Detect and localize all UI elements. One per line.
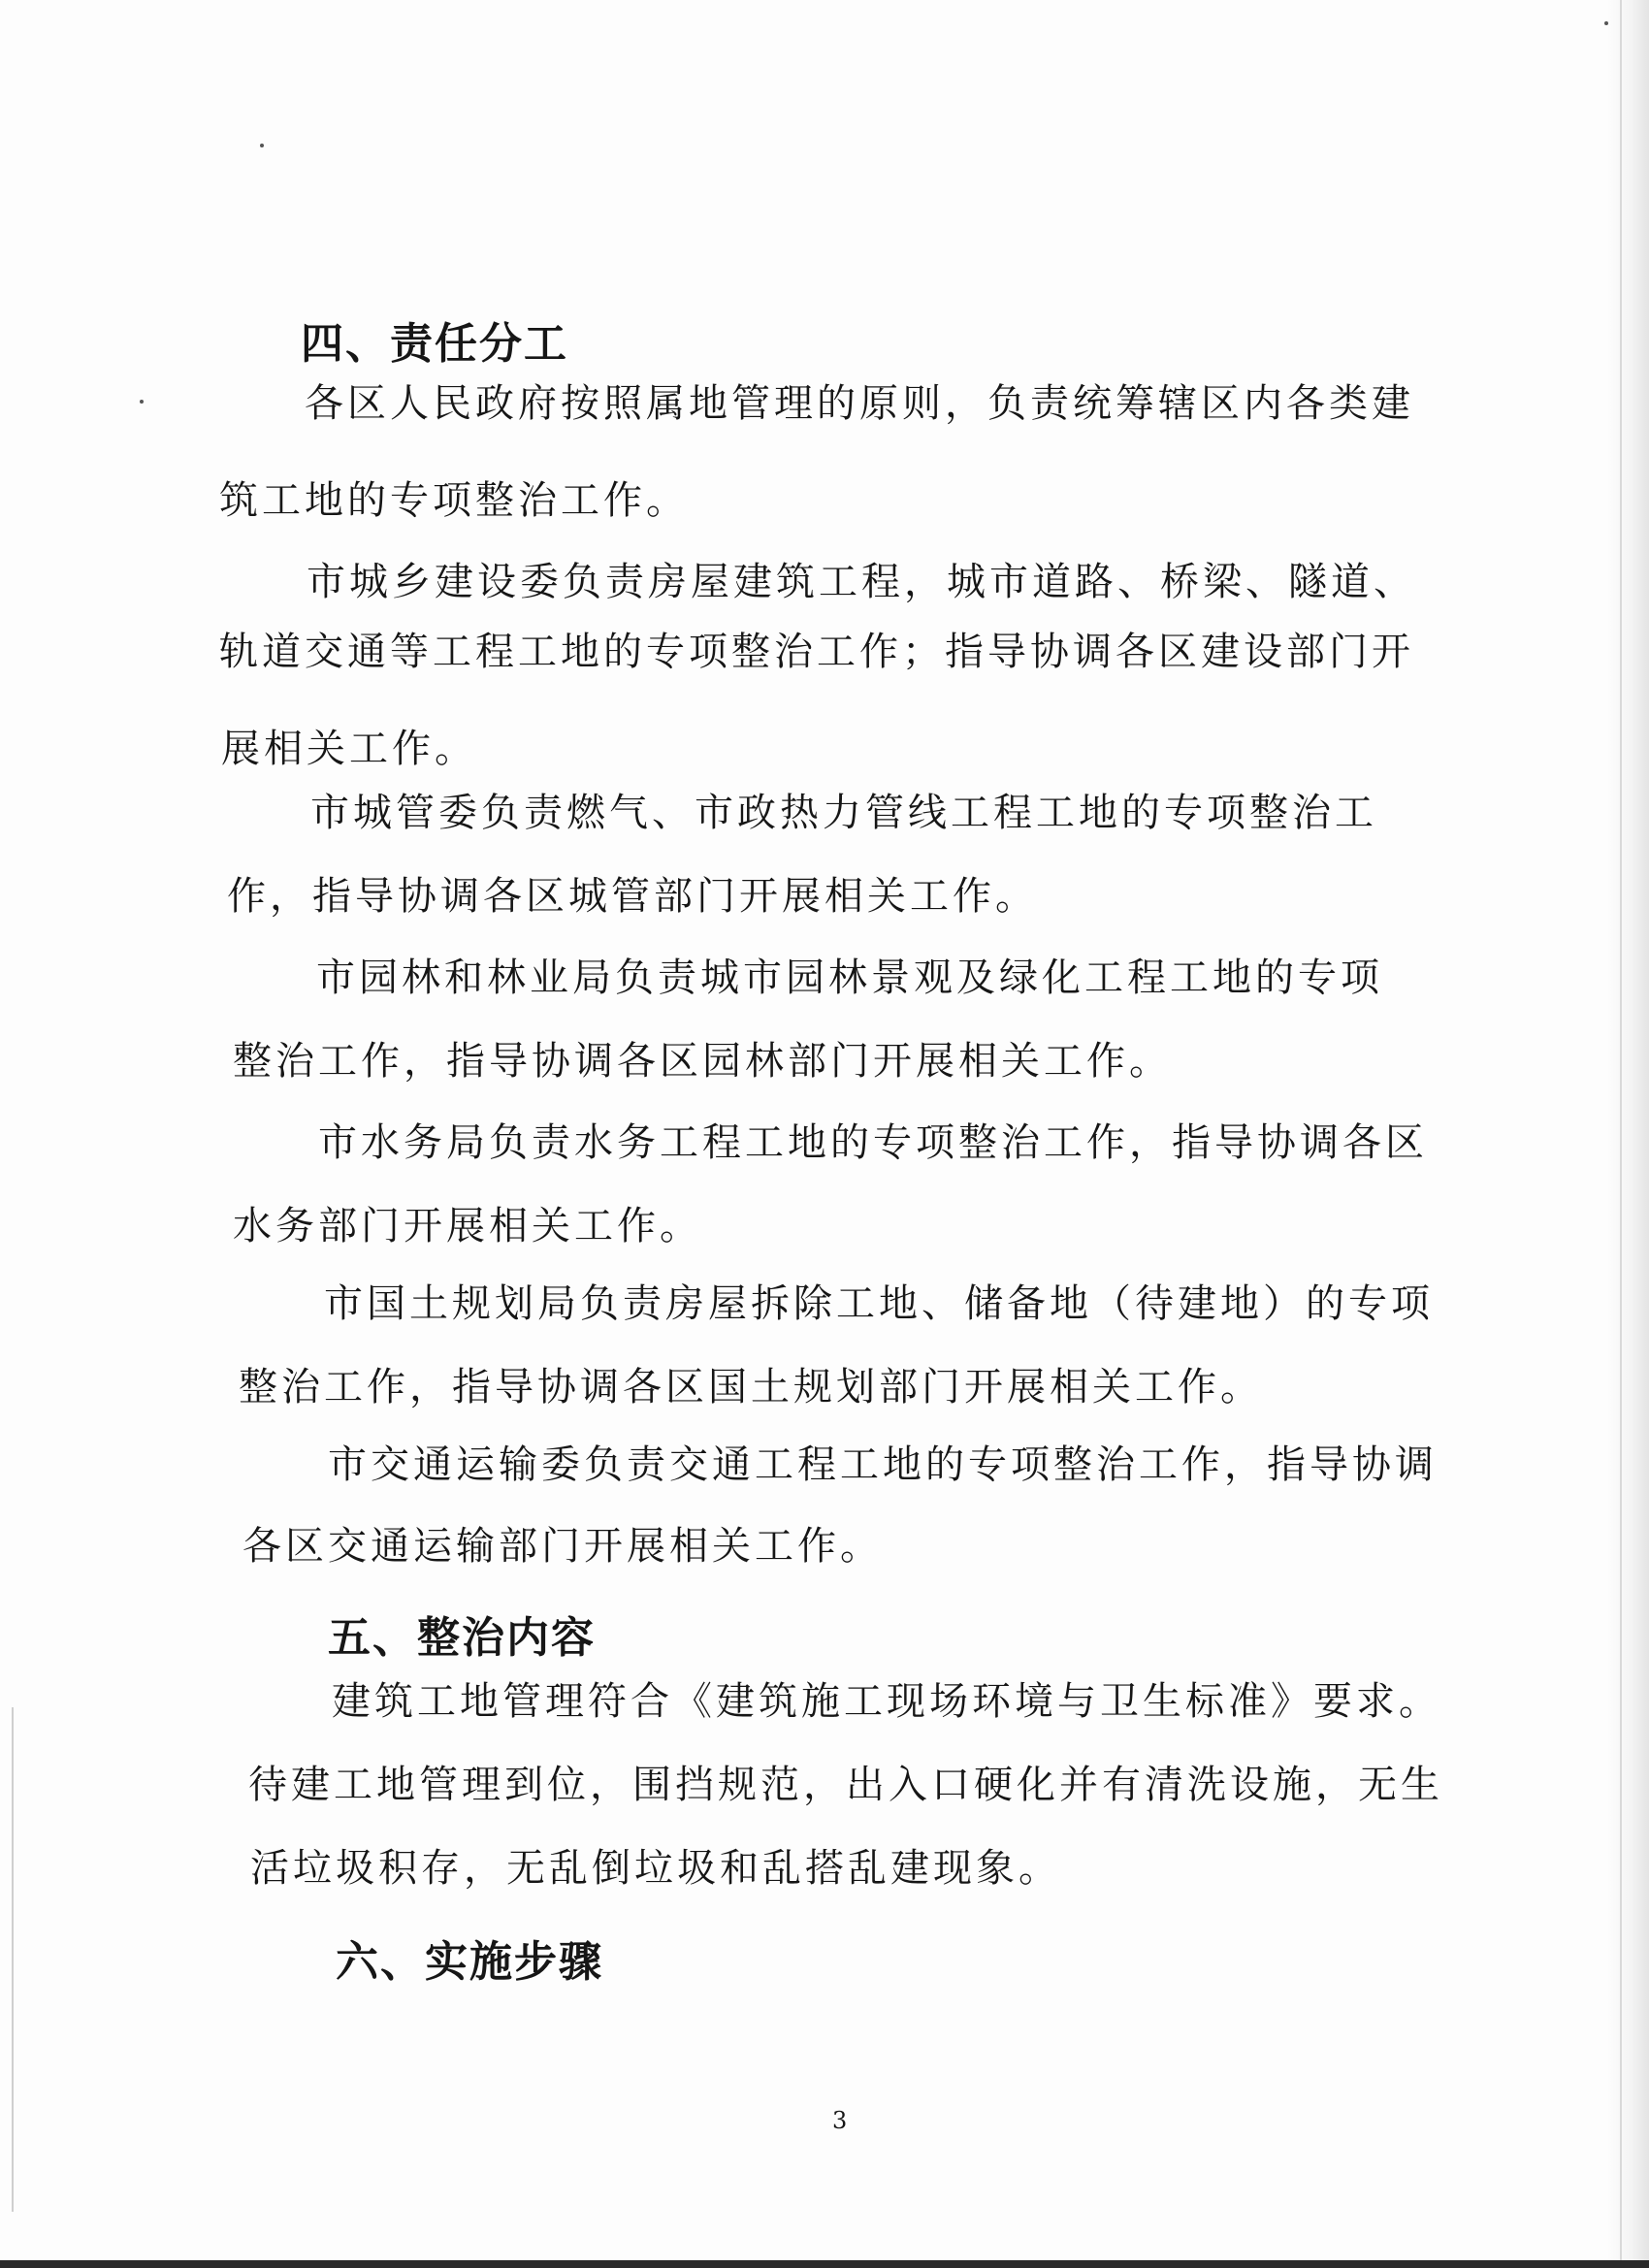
scan-edge-shadow (1606, 0, 1649, 2268)
paragraph-line: 市国土规划局负责房屋拆除工地、储备地（待建地）的专项 (324, 1281, 1434, 1326)
paragraph-line: 活垃圾积存，无乱倒垃圾和乱搭乱建现象。 (250, 1846, 1061, 1891)
section-heading-responsibilities: 四、责任分工 (301, 319, 568, 369)
section-heading-implementation-steps: 六、实施步骤 (336, 1937, 603, 1987)
paragraph-line: 轨道交通等工程工地的专项整治工作；指导协调各区建设部门开 (219, 630, 1414, 674)
scan-speck (260, 144, 264, 147)
paragraph-line: 市水务局负责水务工程工地的专项整治工作，指导协调各区 (318, 1120, 1428, 1165)
paragraph-line: 整治工作，指导协调各区国土规划部门开展相关工作。 (239, 1365, 1263, 1409)
paragraph-line: 展相关工作。 (221, 727, 477, 771)
paragraph-line: 各区交通运输部门开展相关工作。 (242, 1524, 883, 1569)
paragraph-line: 整治工作，指导协调各区园林部门开展相关工作。 (233, 1039, 1172, 1084)
paragraph-line: 筑工地的专项整治工作。 (219, 478, 689, 523)
section-heading-rectification-content: 五、整治内容 (328, 1613, 596, 1663)
scan-speck (140, 400, 144, 404)
scan-edge-line (1620, 0, 1622, 2268)
paragraph-line: 市城乡建设委负责房屋建筑工程，城市道路、桥梁、隧道、 (307, 560, 1416, 604)
paragraph-line: 待建工地管理到位，围挡规范，出入口硬化并有清洗设施，无生 (248, 1763, 1443, 1807)
paragraph-line: 各区人民政府按照属地管理的原则，负责统筹辖区内各类建 (305, 381, 1414, 426)
scan-speck (1604, 21, 1608, 25)
scan-left-edge-line (12, 1707, 14, 2212)
paragraph-line: 市园林和林业局负责城市园林景观及绿化工程工地的专项 (316, 956, 1383, 1000)
paragraph-line: 水务部门开展相关工作。 (233, 1204, 702, 1248)
paragraph-line: 作，指导协调各区城管部门开展相关工作。 (227, 874, 1038, 919)
paragraph-line: 市交通运输委负责交通工程工地的专项整治工作，指导协调 (328, 1442, 1438, 1487)
scan-bottom-edge (0, 2260, 1649, 2268)
page-number: 3 (832, 2107, 848, 2134)
paragraph-line: 市城管委负责燃气、市政热力管线工程工地的专项整治工 (310, 791, 1377, 835)
paragraph-line: 建筑工地管理符合《建筑施工现场环境与卫生标准》要求。 (332, 1679, 1441, 1724)
